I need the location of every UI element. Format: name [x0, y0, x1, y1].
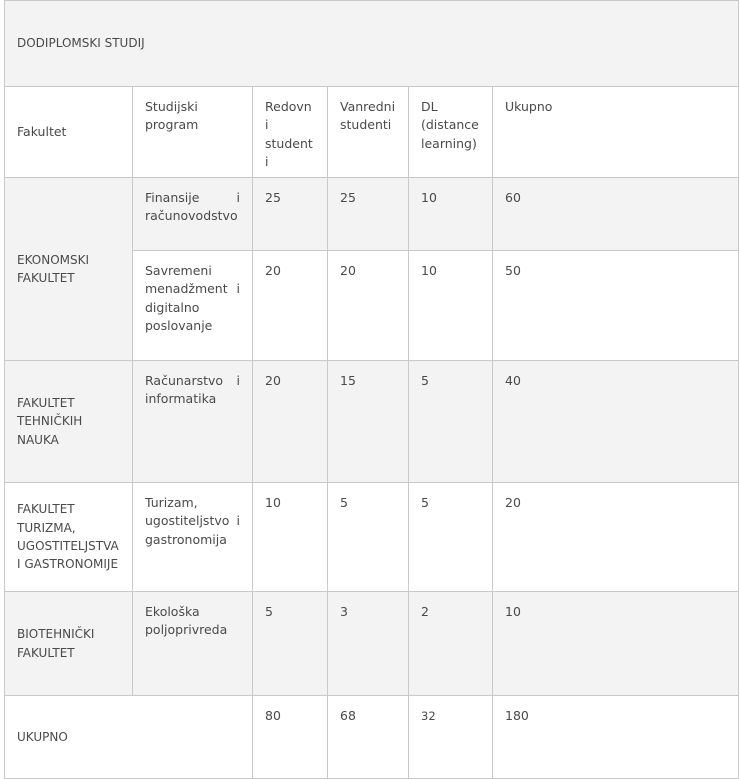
- faculty-name-line: NAUKA: [17, 432, 59, 447]
- program-name-word: Ekološka: [145, 604, 200, 619]
- header-regular-line: Redovni: [265, 99, 312, 133]
- program-name: [133, 251, 253, 361]
- header-program-line: Studijski: [145, 99, 198, 114]
- program-name-word: poslovanje: [145, 318, 213, 334]
- program-name: [133, 361, 253, 483]
- totals-row: [5, 696, 739, 779]
- enrollment-table: [4, 0, 739, 779]
- totals-dl: 32: [409, 696, 493, 779]
- dl-students-cell: 2: [409, 592, 493, 696]
- total-students-cell: 10: [493, 592, 739, 696]
- program-name-word: i: [236, 190, 240, 205]
- header-program: [133, 87, 253, 178]
- faculty-name-line: I GASTRONOMIJE: [17, 557, 119, 572]
- faculty-name-line: FAKULTET: [17, 395, 75, 410]
- table-row: [5, 483, 739, 592]
- program-name-word: ugostiteljstvo: [145, 513, 230, 529]
- faculty-name-line: FAKULTET: [17, 645, 75, 660]
- program-name-word: i: [236, 513, 240, 529]
- total-students-cell: 50: [493, 251, 739, 361]
- program-name-word: digitalno: [145, 299, 200, 315]
- header-dl-line: learning): [421, 135, 477, 151]
- faculty-name-line: TURIZMA,: [17, 520, 76, 535]
- table-row: [5, 592, 739, 696]
- header-faculty: [5, 87, 133, 178]
- table-row: [5, 361, 739, 483]
- header-total-label: Ukupno: [505, 99, 553, 114]
- program-name-word: Računarstvo: [145, 373, 224, 388]
- faculty-name-line: UGOSTITELJSTVA: [17, 539, 119, 553]
- part-time-students-cell: 5: [328, 483, 409, 592]
- header-part-time: [328, 87, 409, 178]
- dl-students-cell: 10: [409, 178, 493, 251]
- total-students-cell: 60: [493, 178, 739, 251]
- part-time-students-cell: 15: [328, 361, 409, 483]
- table-title-row: [5, 1, 739, 87]
- part-time-students-cell: 3: [328, 592, 409, 696]
- program-name: [133, 178, 253, 251]
- program-name-word: i: [236, 281, 240, 297]
- program-name-word: i: [236, 373, 240, 388]
- faculty-name: [5, 592, 133, 696]
- program-name-word: menadžment: [145, 281, 228, 297]
- faculty-name: [5, 178, 133, 361]
- faculty-name-line: EKONOMSKI: [17, 252, 90, 267]
- program-name-word: Savremeni: [145, 263, 212, 278]
- totals-regular: 80: [253, 696, 328, 779]
- faculty-name: [5, 483, 133, 592]
- regular-students-cell: 25: [253, 178, 328, 251]
- header-faculty-label: Fakultet: [17, 123, 67, 139]
- faculty-name-line: FAKULTET: [17, 502, 75, 517]
- header-part-time-line: Vanredni: [340, 99, 396, 114]
- table-header-row: [5, 87, 739, 178]
- dl-students-cell: 5: [409, 483, 493, 592]
- regular-students-cell: 10: [253, 483, 328, 592]
- dl-students-cell: 5: [409, 361, 493, 483]
- dl-students-cell: 10: [409, 251, 493, 361]
- faculty-name-line: TEHNIČKIH: [17, 414, 83, 429]
- regular-students-cell: 5: [253, 592, 328, 696]
- table-title: DODIPLOMSKI STUDIJ: [5, 1, 739, 87]
- header-dl-line: (distance: [421, 117, 479, 133]
- program-name-word: gastronomija: [145, 531, 227, 547]
- regular-students-cell: 20: [253, 361, 328, 483]
- totals-total: 180: [493, 696, 739, 779]
- faculty-name-line: BIOTEHNIČKI: [17, 627, 95, 642]
- header-dl: [409, 87, 493, 178]
- program-name: [133, 592, 253, 696]
- header-dl-line: DL: [421, 99, 438, 114]
- total-students-cell: 40: [493, 361, 739, 483]
- faculty-name: [5, 361, 133, 483]
- program-name-word: Finansije: [145, 190, 200, 205]
- program-name: [133, 483, 253, 592]
- header-part-time-line: studenti: [340, 117, 392, 133]
- total-students-cell: 20: [493, 483, 739, 592]
- program-name-word: poljoprivreda: [145, 622, 228, 638]
- regular-students-cell: 20: [253, 251, 328, 361]
- part-time-students-cell: 25: [328, 178, 409, 251]
- header-regular-line: studenti: [265, 135, 313, 170]
- faculty-name-line: FAKULTET: [17, 271, 75, 285]
- header-total: [493, 87, 739, 178]
- header-regular: [253, 87, 328, 178]
- totals-part-time: 68: [328, 696, 409, 779]
- table-row: [5, 178, 739, 251]
- program-name-word: informatika: [145, 391, 217, 407]
- part-time-students-cell: 20: [328, 251, 409, 361]
- header-program-line: program: [145, 117, 199, 133]
- totals-label: UKUPNO: [5, 696, 253, 779]
- program-name-word: Turizam,: [145, 495, 198, 510]
- program-name-word: računovodstvo: [145, 208, 238, 224]
